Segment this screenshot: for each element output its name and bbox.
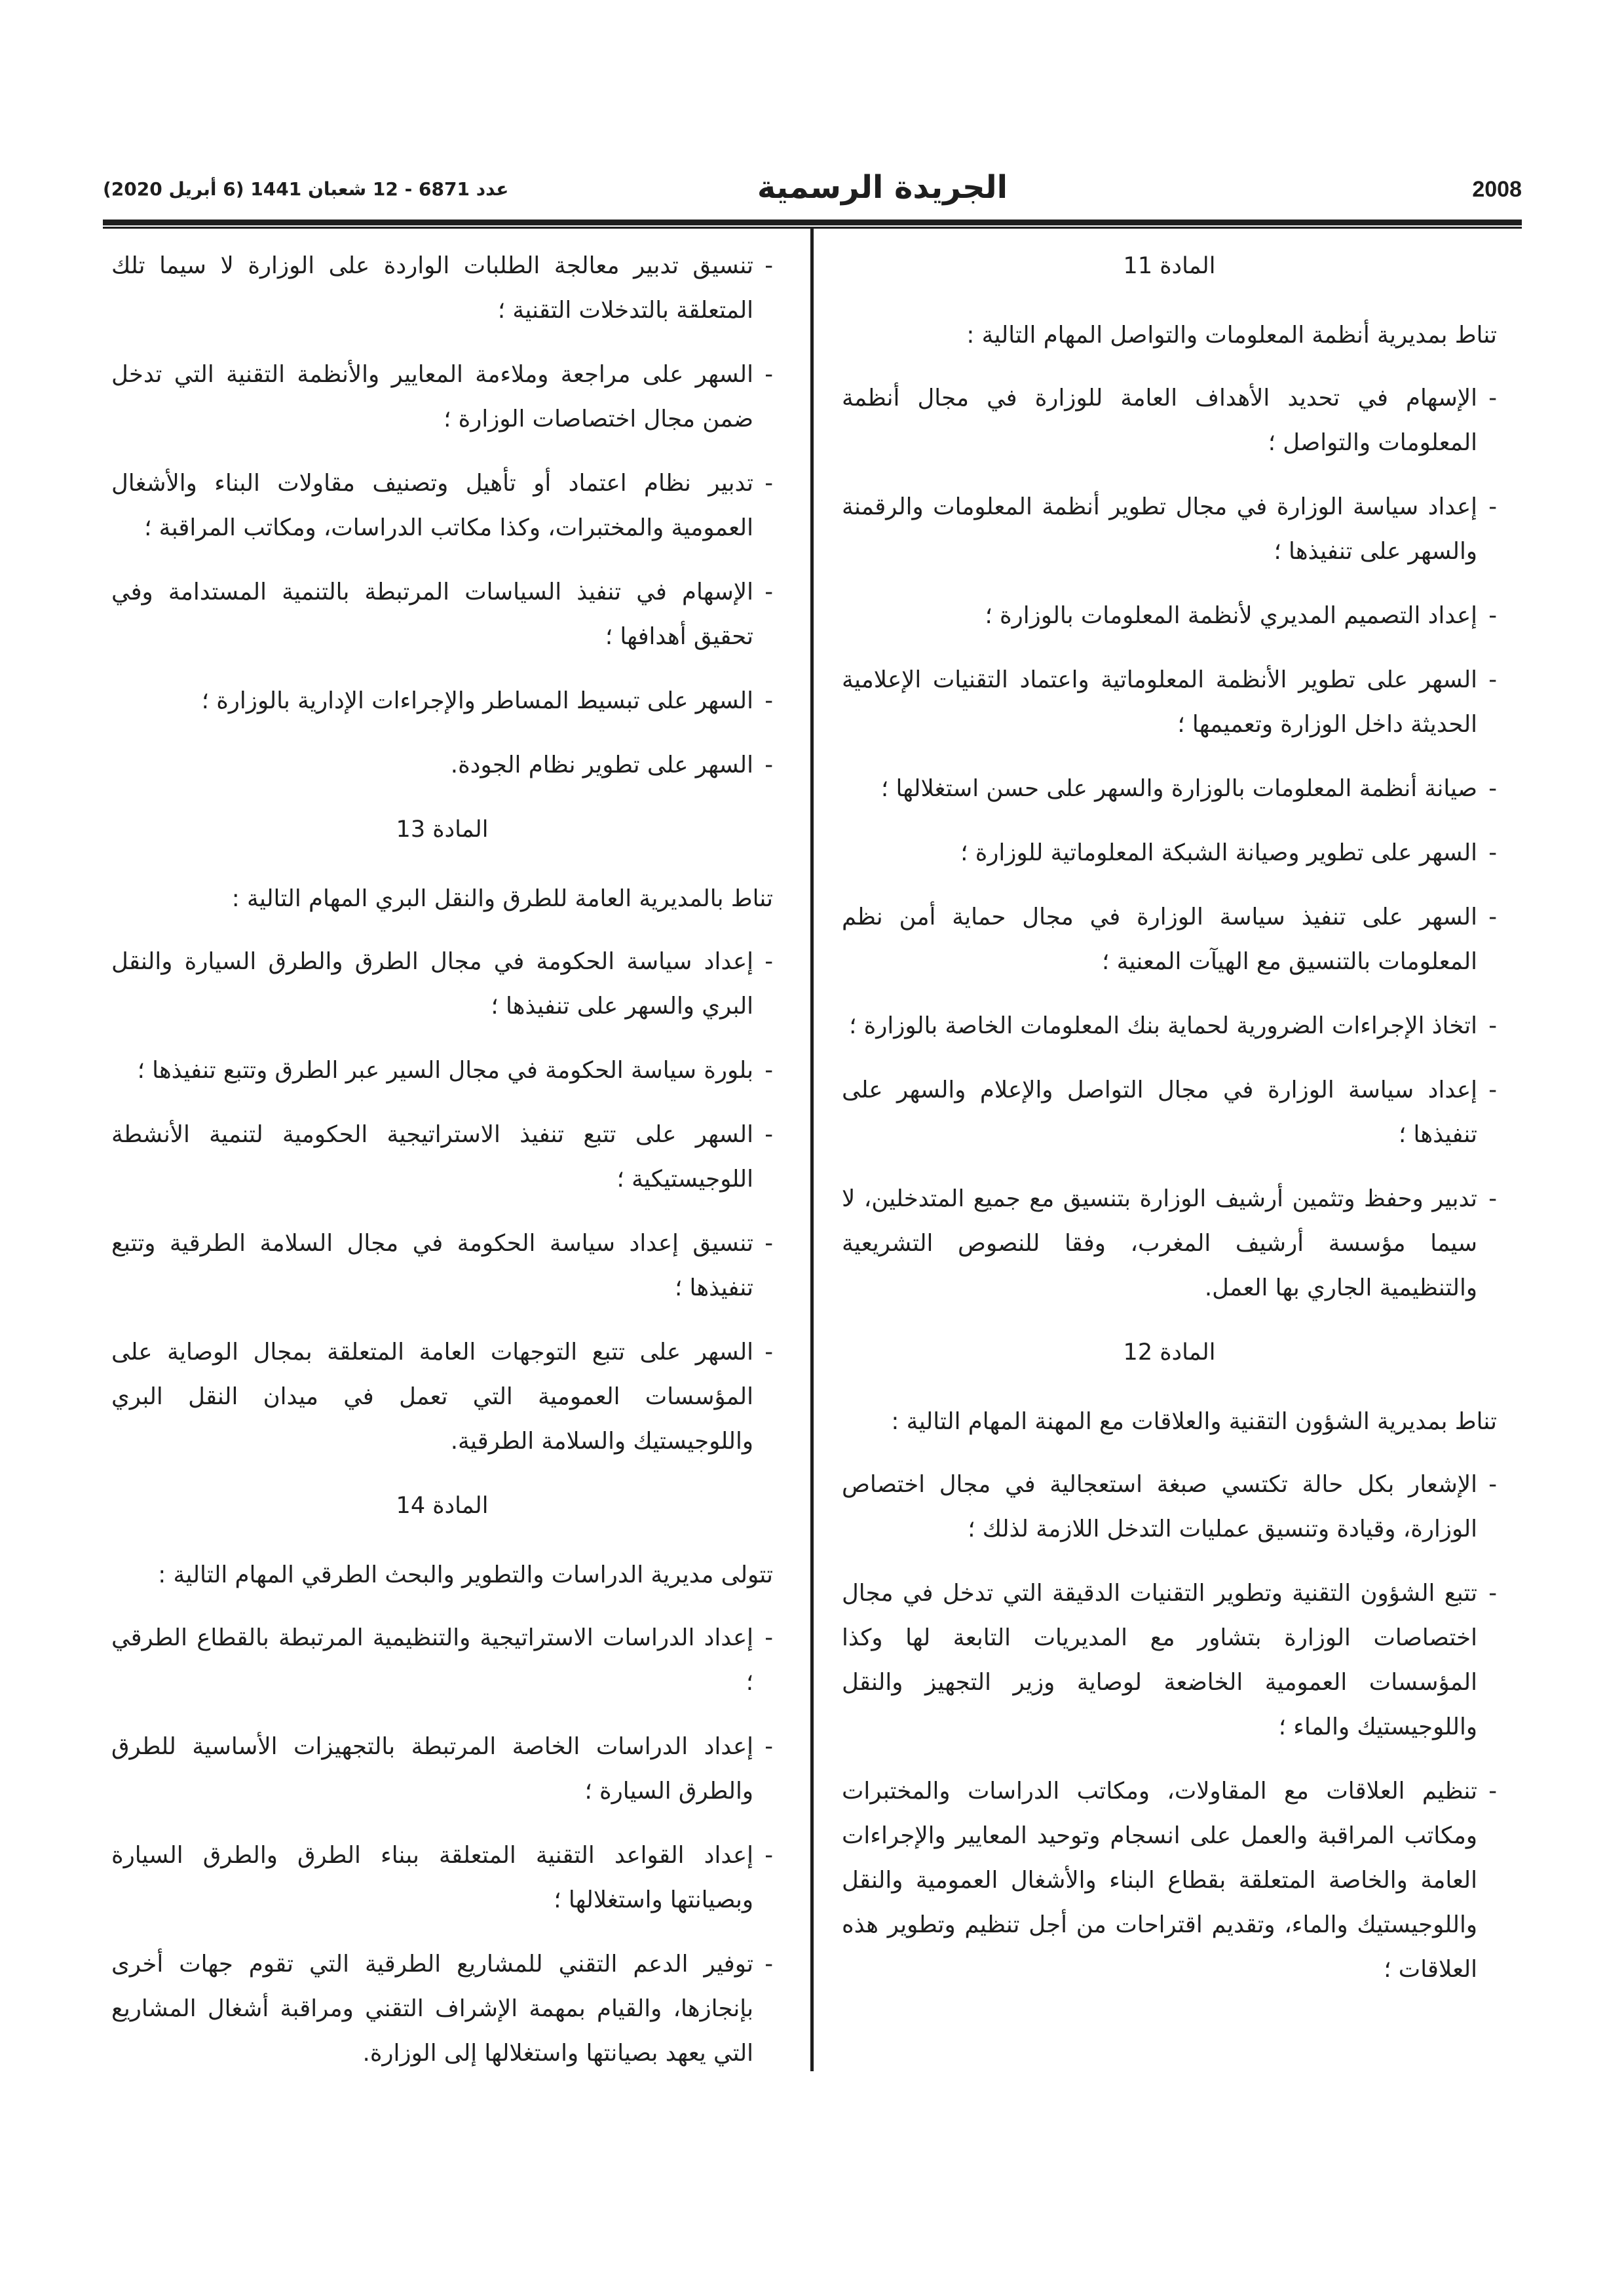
list-item: [842, 767, 1497, 811]
item-text: صيانة أنظمة المعلومات بالوزارة والسهر على حسن استغلالها ؛: [880, 775, 1477, 802]
article-items: [842, 376, 1497, 1311]
item-marker: -: [765, 1339, 773, 1366]
list-item: [111, 244, 773, 333]
list-item: [842, 1068, 1497, 1157]
article-heading: المادة 11: [1123, 253, 1216, 279]
item-marker: -: [765, 1624, 773, 1651]
item-text: السهر على تتبع تنفيذ الاستراتيجية الحكومية لتنمية الأنشطة اللوجيستيكية ؛: [111, 1121, 753, 1193]
page-number: 2008: [1472, 177, 1522, 202]
article-14: [111, 1483, 773, 2076]
article-heading: المادة 12: [1123, 1339, 1216, 1366]
item-marker: -: [1488, 666, 1497, 693]
list-item: [842, 594, 1497, 638]
item-text: بلورة سياسة الحكومة في مجال السير عبر الطرق وتتبع تنفيذها ؛: [137, 1057, 753, 1084]
item-marker: -: [1488, 839, 1497, 866]
item-text: تدبير نظام اعتماد أو تأهيل وتصنيف مقاولات البناء والأشغال العمومية والمختبرات، وكذا مكاتب الدراسات، ومكاتب المراقبة ؛: [111, 470, 753, 541]
page-header: [103, 169, 1522, 215]
item-marker: -: [765, 1951, 773, 1978]
article-12: [842, 1330, 1497, 1992]
item-marker: -: [1488, 1580, 1497, 1607]
item-text: تدبير وحفظ وتثمين أرشيف الوزارة بتنسيق مع جميع المتدخلين، لا سيما مؤسسة أرشيف المغرب، وفقا للنصوص التشريعية والتنظيمية الجاري بها العمل.: [842, 1185, 1477, 1301]
list-item: [842, 376, 1497, 465]
item-marker: -: [765, 948, 773, 975]
list-item: [842, 895, 1497, 984]
list-item: [111, 1725, 773, 1814]
item-marker: -: [765, 1121, 773, 1148]
list-item: [842, 1177, 1497, 1311]
article-heading: المادة 14: [396, 1493, 489, 1519]
article-items: [111, 244, 773, 788]
item-marker: -: [765, 1733, 773, 1760]
list-item: [111, 1330, 773, 1464]
item-text: إعداد سياسة الوزارة في مجال التواصل والإعلام والسهر على تنفيذها ؛: [842, 1077, 1477, 1148]
list-item: [842, 1004, 1497, 1048]
item-text: الإسهام في تنفيذ السياسات المرتبطة بالتنمية المستدامة وفي تحقيق أهدافها ؛: [111, 579, 753, 650]
item-text: السهر على تنفيذ سياسة الوزارة في مجال حماية أمن نظم المعلومات بالتنسيق مع الهيآت المعنية ؛: [842, 904, 1477, 975]
article-12-continued: [111, 244, 773, 788]
item-marker: -: [1488, 385, 1497, 411]
list-item: [111, 940, 773, 1029]
article-items: [111, 1616, 773, 2076]
item-marker: -: [1488, 493, 1497, 520]
article-11: [842, 244, 1497, 1311]
article-13: [111, 807, 773, 1464]
item-marker: -: [765, 752, 773, 778]
list-item: [111, 1833, 773, 1923]
list-item: [111, 1942, 773, 2076]
list-item: [842, 1571, 1497, 1750]
item-text: الإشعار بكل حالة تكتسي صبغة استعجالية في مجال اختصاص الوزارة، وقيادة وتنسيق عمليات التدخل اللازمة لذلك ؛: [842, 1471, 1477, 1542]
list-item: [842, 831, 1497, 875]
article-heading: المادة 13: [396, 816, 489, 843]
list-item: [111, 1616, 773, 1705]
item-marker: -: [1488, 602, 1497, 629]
item-text: اتخاذ الإجراءات الضرورية لحماية بنك المعلومات الخاصة بالوزارة ؛: [849, 1012, 1477, 1039]
right-column: [842, 244, 1497, 2012]
item-marker: -: [1488, 904, 1497, 930]
item-text: تنظيم العلاقات مع المقاولات، ومكاتب الدراسات والمختبرات ومكاتب المراقبة والعمل على انسجام وتوحيد المعايير والإجراءات العامة والخاصة المتعلقة بقطاع البناء والأشغال العمومية والنقل واللوجيستيك والماء، وتقديم اقتراحات من أجل تنظيم وتطوير هذه العلاقات ؛: [842, 1778, 1477, 1983]
item-text: السهر على تتبع التوجهات العامة المتعلقة بمجال الوصاية على المؤسسات العمومية التي تعمل في ميدان النقل البري واللوجيستيك والسلامة الطرقية.: [111, 1339, 753, 1455]
item-text: إعداد القواعد التقنية المتعلقة ببناء الطرق والطرق السيارة وبصيانتها واستغلالها ؛: [111, 1842, 753, 1913]
list-item: [111, 743, 773, 788]
article-items: [111, 940, 773, 1464]
item-marker: -: [1488, 775, 1497, 802]
list-item: [111, 570, 773, 659]
item-marker: -: [765, 252, 773, 279]
list-item: [111, 1113, 773, 1202]
article-intro: تناط بالمديرية العامة للطرق والنقل البري المهام التالية :: [231, 885, 773, 912]
list-item: [842, 658, 1497, 747]
list-item: [111, 353, 773, 442]
item-marker: -: [1488, 1185, 1497, 1212]
article-items: [842, 1463, 1497, 1992]
left-column: [111, 244, 773, 2095]
item-text: إعداد الدراسات الاستراتيجية والتنظيمية المرتبطة بالقطاع الطرقي ؛: [111, 1624, 753, 1696]
article-intro: تناط بمديرية أنظمة المعلومات والتواصل المهام التالية :: [966, 322, 1497, 349]
article-intro: تناط بمديرية الشؤون التقنية والعلاقات مع المهنة المهام التالية :: [891, 1408, 1497, 1435]
list-item: [842, 1769, 1497, 1992]
item-text: إعداد الدراسات الخاصة المرتبطة بالتجهيزات الأساسية للطرق والطرق السيارة ؛: [111, 1733, 753, 1805]
list-item: [842, 1463, 1497, 1552]
item-text: تنسيق إعداد سياسة الحكومة في مجال السلامة الطرقية وتتبع تنفيذها ؛: [111, 1230, 753, 1301]
list-item: [111, 461, 773, 550]
item-marker: -: [1488, 1778, 1497, 1805]
item-text: إعداد سياسة الوزارة في مجال تطوير أنظمة المعلومات والرقمنة والسهر على تنفيذها ؛: [842, 493, 1477, 565]
item-text: السهر على تطوير نظام الجودة.: [450, 752, 753, 778]
item-text: توفير الدعم التقني للمشاريع الطرقية التي تقوم جهات أخرى بإنجازها، والقيام بمهمة الإشراف التقني ومراقبة أشغال المشاريع التي يعهد بصيانتها واستغلالها إلى الوزارة.: [111, 1951, 753, 2067]
item-marker: -: [765, 687, 773, 714]
item-text: الإسهام في تحديد الأهداف العامة للوزارة في مجال أنظمة المعلومات والتواصل ؛: [842, 385, 1477, 456]
list-item: [842, 485, 1497, 574]
issue-info: عدد 6871 - 12 شعبان 1441 (6 أبريل 2020): [103, 178, 509, 200]
item-text: السهر على مراجعة وملاءمة المعايير والأنظمة التقنية التي تدخل ضمن مجال اختصاصات الوزارة ؛: [111, 361, 753, 432]
gazette-title: الجريدة الرسمية: [757, 169, 1008, 206]
column-divider: [810, 229, 814, 2071]
item-marker: -: [1488, 1012, 1497, 1039]
item-marker: -: [765, 1230, 773, 1257]
item-text: تنسيق تدبير معالجة الطلبات الواردة على الوزارة لا سيما تلك المتعلقة بالتدخلات التقنية ؛: [111, 252, 753, 324]
item-text: إعداد التصميم المديري لأنظمة المعلومات بالوزارة ؛: [985, 602, 1477, 629]
item-marker: -: [765, 579, 773, 605]
item-marker: -: [765, 470, 773, 497]
item-text: السهر على تبسيط المساطر والإجراءات الإدارية بالوزارة ؛: [201, 687, 753, 714]
item-marker: -: [1488, 1077, 1497, 1103]
item-text: تتبع الشؤون التقنية وتطوير التقنيات الدقيقة التي تدخل في مجال اختصاصات الوزارة بتشاور مع المديريات التابعة لها وكذا المؤسسات العمومية الخاضعة لوصاية وزير التجهيز والنقل واللوجيستيك والماء ؛: [842, 1580, 1477, 1740]
item-text: إعداد سياسة الحكومة في مجال الطرق والطرق السيارة والنقل البري والسهر على تنفيذها ؛: [111, 948, 753, 1020]
item-text: السهر على تطوير وصيانة الشبكة المعلوماتية للوزارة ؛: [960, 839, 1477, 866]
item-marker: -: [1488, 1471, 1497, 1498]
header-rule-thick: [103, 220, 1522, 225]
list-item: [111, 1048, 773, 1093]
list-item: [111, 679, 773, 723]
item-marker: -: [765, 1057, 773, 1084]
article-intro: تتولى مديرية الدراسات والتطوير والبحث الطرقي المهام التالية :: [158, 1561, 773, 1588]
item-marker: -: [765, 361, 773, 388]
item-marker: -: [765, 1842, 773, 1869]
item-text: السهر على تطوير الأنظمة المعلوماتية واعتماد التقنيات الإعلامية الحديثة داخل الوزارة وتعميمها ؛: [842, 666, 1477, 738]
list-item: [111, 1221, 773, 1311]
